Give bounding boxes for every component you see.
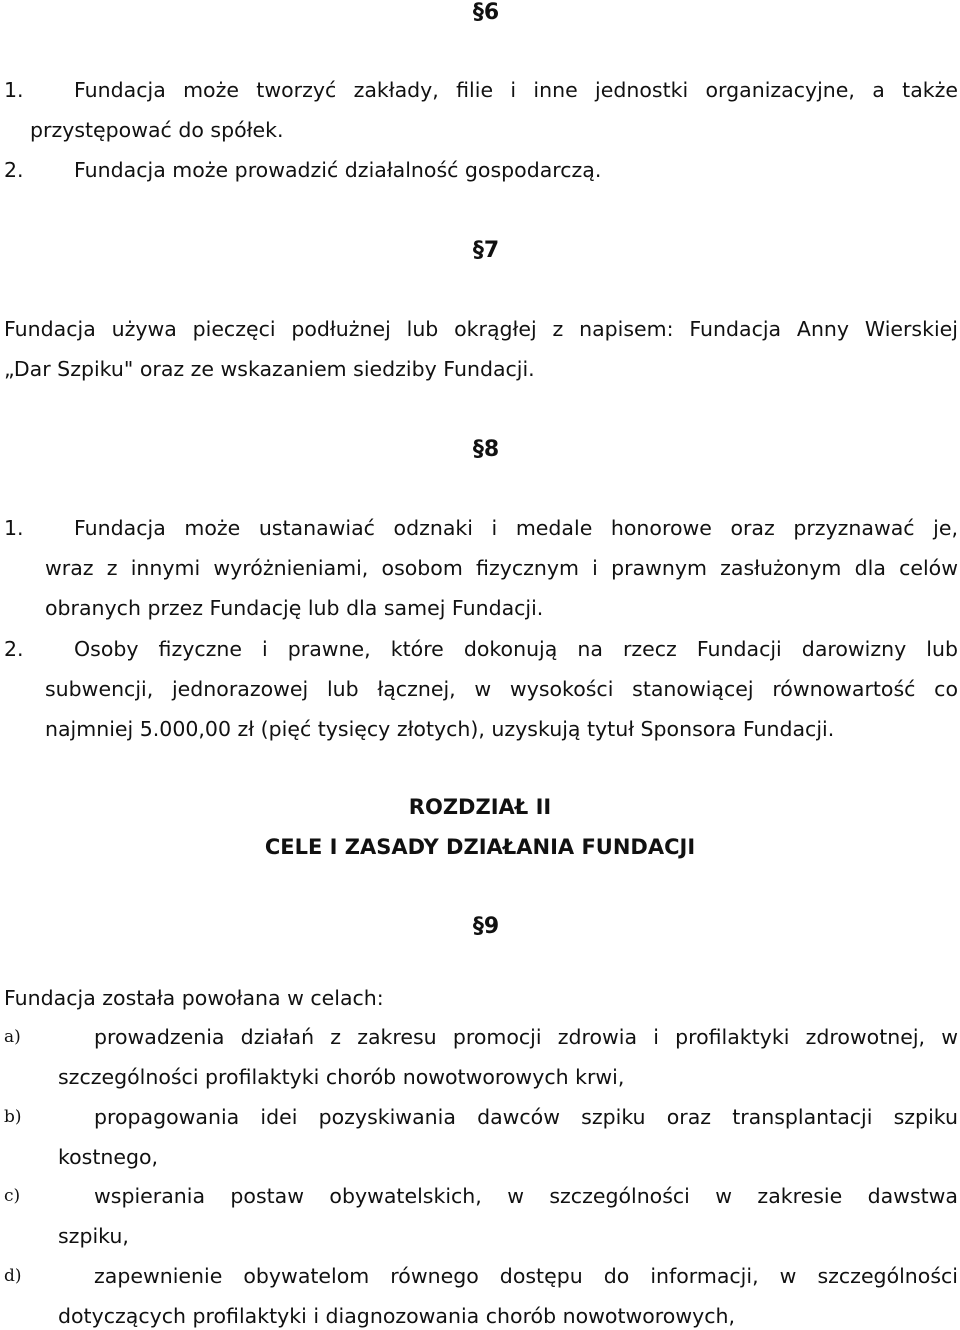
goal-a-line-2: szczególności profilaktyki chorób nowotworowych krwi,: [58, 1065, 625, 1089]
section-7-heading: §7: [472, 238, 500, 263]
chapter-subtitle: CELE I ZASADY DZIAŁANIA FUNDACJI: [264, 835, 696, 859]
section-6-item-2-line-1: Fundacja może prowadzić działalność gospodarczą.: [74, 158, 602, 182]
section-8-item-2-line-3: najmniej 5.000,00 zł (pięć tysięcy złotych), uzyskują tytuł Sponsora Fundacji.: [45, 717, 835, 741]
section-8-item-1-line-1: Fundacja może ustanawiać odznaki i medale honorowe oraz przyznawać je,: [74, 516, 958, 540]
section-8-item-2-line-2: subwencji, jednorazowej lub łącznej, w wysokości stanowiącej równowartość co: [45, 677, 958, 701]
section-6-heading: §6: [472, 0, 500, 25]
goal-c-line-1: wspierania postaw obywatelskich, w szczególności w zakresie dawstwa: [94, 1184, 958, 1208]
goal-d-marker: d): [4, 1266, 22, 1286]
chapter-title: ROZDZIAŁ II: [408, 795, 552, 819]
goal-a-marker: a): [4, 1027, 21, 1047]
section-6-item-1-line-1: Fundacja może tworzyć zakłady, filie i inne jednostki organizacyjne, a także: [74, 78, 958, 102]
goal-a-line-1: prowadzenia działań z zakresu promocji zdrowia i profilaktyki zdrowotnej, w: [94, 1025, 958, 1049]
section-6-item-1-number: 1.: [4, 78, 24, 102]
goal-d-line-2: dotyczących profilaktyki i diagnozowania chorób nowotworowych,: [58, 1304, 736, 1328]
goal-c-line-2: szpiku,: [58, 1224, 129, 1248]
section-9-heading: §9: [472, 914, 500, 939]
section-8-item-2-number: 2.: [4, 637, 24, 661]
goal-d-line-1: zapewnienie obywatelom równego dostępu do informacji, w szczególności: [94, 1264, 958, 1288]
section-8-item-1-line-2: wraz z innymi wyróżnieniami, osobom fizycznym i prawnym zasłużonym dla celów: [45, 556, 958, 580]
section-8-item-1-number: 1.: [4, 516, 24, 540]
goal-c-marker: c): [4, 1186, 21, 1206]
section-7-line-2: „Dar Szpiku" oraz ze wskazaniem siedziby Fundacji.: [4, 357, 535, 381]
section-8-item-2-line-1: Osoby fizyczne i prawne, które dokonują na rzecz Fundacji darowizny lub: [74, 637, 958, 661]
goal-b-line-1: propagowania idei pozyskiwania dawców szpiku oraz transplantacji szpiku: [94, 1105, 958, 1129]
section-9-intro: Fundacja została powołana w celach:: [4, 986, 384, 1010]
section-6-item-2-number: 2.: [4, 158, 24, 182]
section-6-item-1-line-2: przystępować do spółek.: [30, 118, 284, 142]
section-8-item-1-line-3: obranych przez Fundację lub dla samej Fundacji.: [45, 596, 544, 620]
section-8-heading: §8: [472, 437, 500, 462]
goal-b-marker: b): [4, 1107, 22, 1127]
section-7-line-1: Fundacja używa pieczęci podłużnej lub okrągłej z napisem: Fundacja Anny Wierskiej: [4, 317, 958, 341]
goal-b-line-2: kostnego,: [58, 1145, 159, 1169]
